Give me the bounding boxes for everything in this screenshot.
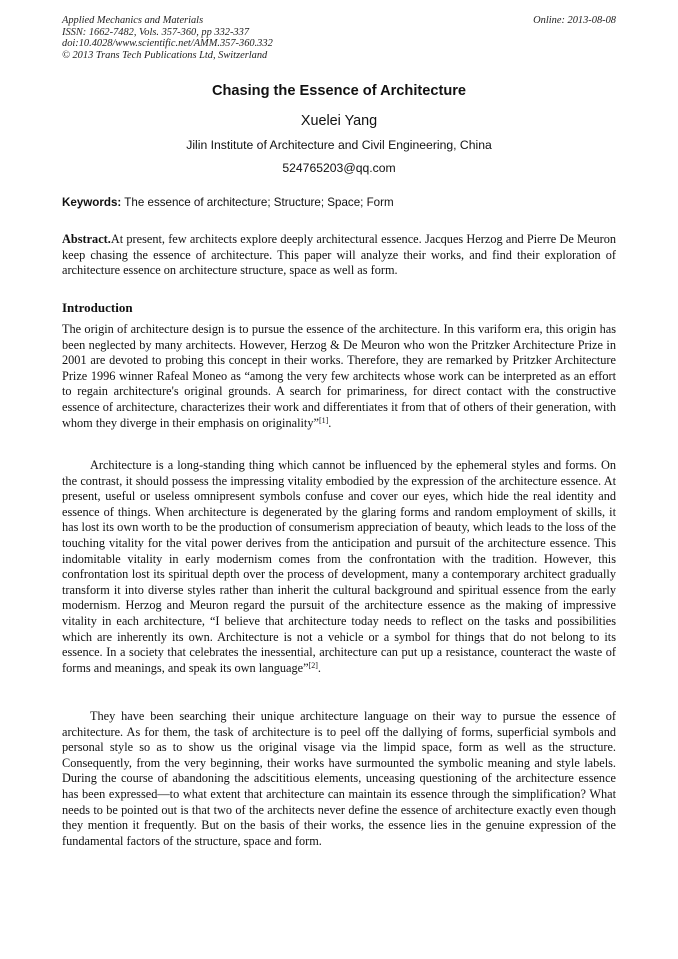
- abstract-text: At present, few architects explore deeply architectural essence. Jacques Herzog and Pierre De Meuron keep chasing the essence of architecture. This paper will analyze their works, and find their exploration of architecture essence on architecture structure, space as well as form.: [62, 232, 616, 278]
- doi-line: doi:10.4028/www.scientific.net/AMM.357-360.332: [62, 38, 273, 49]
- paper-title: Chasing the Essence of Architecture: [211, 83, 467, 99]
- paragraph-text: The origin of architecture design is to pursue the essence of the architecture. In this variform era, this origin has been neglected by many architects. However, Herzog & De Meuron who won the Pritzker Architecture Prize in 2001 are devoted to probing this concept in their works. Therefore, they are remarked by Pritzker Architecture Prize 1996 winner Rafeal Moneo as “among the very few architects whose work can be interpreted as an effort to regain architecture's original grounds. A search for primariness, for direct contact with the constructive essence of architecture, characterizes their work and differentiates it from that of others of their generation, with whom they diverge in their emphasis on originality”: [62, 322, 616, 430]
- online-date: Online: 2013-08-08: [533, 15, 616, 26]
- paragraph-text: Architecture is a long-standing thing which cannot be influenced by the ephemeral styles and forms. On the contrast, it should possess the impressing vitality embodied by the expression of the architecture essence. At present, useful or useless omnipresent symbols confuse and cover our eyes, which hide the real identity and essence of things. When architecture is degenerated by the glaring forms and random employment of skills, it has lost its own worth to be the production of consumerism appreciation of beauty, which leads to the loss of the touching vitality for the vital power derives from the anticipation and pursuit of the architecture essence. This indomitable vitality in early modernism comes from the confrontation with the tradition. However, this confrontation lost its spiritual depth over the process of development, many a contemporary architect gradually transform it into diverse styles rather than inherit the cultural background and spiritual essence from the early modernism. Herzog and Meuron regard the pursuit of the architecture essence as the making of impressive vitality in each architecture, “I believe that architecture today needs to reflect on the tasks and possibilities which are inherently its own. Architecture is not a vehicle or a symbol for things that do not belong to its essence. In a society that celebrates the inessential, architecture can put up a resistance, counteract the waste of forms and meanings, and speak its own language”: [62, 458, 616, 675]
- paragraph-end: .: [317, 660, 321, 675]
- abstract: [62, 232, 616, 279]
- paragraph-text: They have been searching their unique architecture language on their way to pursue the essence of architecture. As for them, the task of architecture is to peel off the dallying of forms, superficial symbols and personal style so as to show us the original visage via the limpid space, form as well as the structure. Consequently, from the very beginning, their works have surmounted the symbolic meaning and style labels. During the course of abandoning the adscititious elements, unceasing questioning of the architecture essence has been expressed—to what extent that architecture can maintain its essence through the simplification? What needs to be pointed out is that two of the architects never define the essence of architecture exactly even though they mention it frequently. But on the basis of their works, the essence lies in the genuine expression of the fundamental factors of the structure, space and form.: [62, 709, 616, 848]
- author-email[interactable]: 524765203@qq.com: [282, 161, 396, 175]
- keywords-label: Keywords:: [62, 196, 122, 209]
- copyright-line: © 2013 Trans Tech Publications Ltd, Switzerland: [62, 49, 268, 61]
- author-affiliation: Jilin Institute of Architecture and Civil Engineering, China: [186, 138, 492, 152]
- journal-header: [62, 15, 616, 61]
- issn-line: ISSN: 1662-7482, Vols. 357-360, pp 332-337: [62, 26, 250, 38]
- keywords-text: The essence of architecture; Structure; Space; Form: [121, 196, 394, 209]
- section-heading-introduction: Introduction: [62, 300, 133, 315]
- intro-paragraph-2: [62, 458, 616, 676]
- paragraph-end: .: [328, 415, 332, 430]
- citation-ref-2[interactable]: [2]: [308, 660, 318, 670]
- intro-paragraph-3: [62, 709, 616, 849]
- abstract-label: Abstract.: [62, 232, 111, 246]
- keywords: [62, 195, 616, 211]
- journal-name: Applied Mechanics and Materials: [62, 15, 204, 26]
- intro-paragraph-1: [62, 322, 616, 431]
- author-name: Xuelei Yang: [300, 113, 378, 129]
- citation-ref-1[interactable]: [1]: [318, 415, 329, 425]
